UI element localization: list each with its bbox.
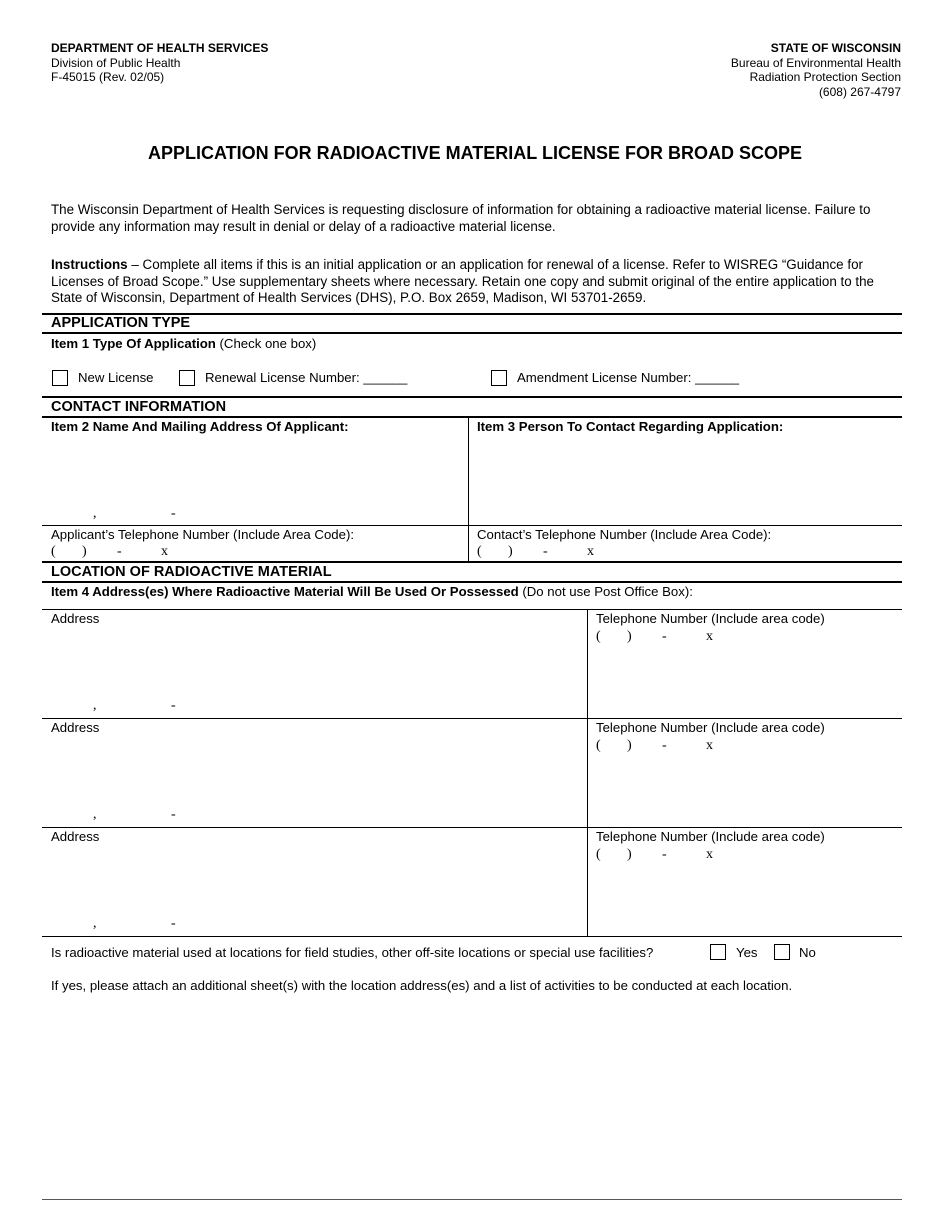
disclosure-text: The Wisconsin Department of Health Services is requesting disclosure of information for obtaining a radioactive material license. Failure to provide any information may result in denial or delay of a radioactive material license. bbox=[51, 202, 871, 234]
zip-dash: - bbox=[171, 807, 176, 822]
city-comma: , bbox=[93, 506, 97, 521]
paren-close: ) bbox=[627, 738, 632, 753]
divider bbox=[42, 561, 902, 563]
location-address-field-2[interactable] bbox=[42, 737, 586, 827]
divider bbox=[42, 581, 902, 583]
divider bbox=[42, 936, 902, 937]
zip-dash: - bbox=[171, 916, 176, 931]
applicant-phone-label: Applicant’s Telephone Number (Include Area Code): bbox=[51, 527, 355, 542]
address-label: Address bbox=[51, 611, 100, 626]
department-name: DEPARTMENT OF HEALTH SERVICES bbox=[51, 41, 269, 55]
phone-ext: x bbox=[706, 847, 713, 862]
new-license-checkbox[interactable] bbox=[52, 370, 68, 386]
amendment-text: Amendment License Number: bbox=[517, 370, 692, 385]
contact-person-field[interactable] bbox=[469, 436, 902, 525]
field-yes-label: Yes bbox=[736, 945, 758, 960]
zip-dash: - bbox=[171, 506, 176, 521]
item3-label: Item 3 Person To Contact Regarding Application: bbox=[477, 419, 784, 434]
divider bbox=[42, 525, 902, 526]
field-studies-question: Is radioactive material used at locations for field studies, other off-site locations or special use facilities? bbox=[51, 945, 654, 960]
field-no-checkbox[interactable] bbox=[774, 944, 790, 960]
item2-label: Item 2 Name And Mailing Address Of Applicant: bbox=[51, 419, 349, 434]
amendment-label bbox=[517, 370, 739, 385]
renewal-checkbox[interactable] bbox=[179, 370, 195, 386]
phone-dash: - bbox=[662, 629, 667, 644]
instructions-body: – Complete all items if this is an initial application or an application for renewal of a license. Refer to WISREG “Guidance for Licenses of Broad Scope.” Use supplementary sheets where necessary. Retain one copy and submit original of the entire application to the State of Wisconsin, Department of Health Services (DHS), P.O. Box 2659, Madison, WI 53701-2659. bbox=[51, 257, 875, 305]
new-license-label: New License bbox=[78, 370, 154, 385]
header-right bbox=[731, 41, 901, 99]
amendment-number-field[interactable]: ______ bbox=[695, 370, 740, 385]
city-comma: , bbox=[93, 916, 97, 931]
paren-open: ( bbox=[596, 847, 601, 862]
zip-dash: - bbox=[171, 698, 176, 713]
phone-ext: x bbox=[706, 738, 713, 753]
paren-open: ( bbox=[51, 544, 56, 559]
paren-close: ) bbox=[82, 544, 87, 559]
divider bbox=[42, 609, 902, 610]
city-comma: , bbox=[93, 807, 97, 822]
renewal-text: Renewal License Number: bbox=[205, 370, 360, 385]
division-name: Division of Public Health bbox=[51, 55, 181, 70]
item1-title: Item 1 Type Of Application bbox=[51, 336, 216, 351]
field-yes-checkbox[interactable] bbox=[710, 944, 726, 960]
bureau-name: Bureau of Environmental Health bbox=[730, 55, 901, 70]
paren-close: ) bbox=[627, 847, 632, 862]
location-address-field-1[interactable] bbox=[42, 628, 586, 718]
header-left bbox=[51, 41, 268, 85]
renewal-number-field[interactable]: ______ bbox=[363, 370, 408, 385]
divider bbox=[42, 332, 902, 334]
attach-note: If yes, please attach an additional sheet(s) with the location address(es) and a list of activities to be conducted at each location. bbox=[51, 978, 793, 993]
paren-open: ( bbox=[477, 544, 482, 559]
section-contact: CONTACT INFORMATION bbox=[51, 399, 227, 415]
telephone-label: Telephone Number (Include area code) bbox=[596, 720, 825, 735]
phone-dash: - bbox=[662, 738, 667, 753]
paren-close: ) bbox=[508, 544, 513, 559]
item4-label bbox=[51, 584, 693, 599]
contact-phone-label: Contact’s Telephone Number (Include Area Code): bbox=[477, 527, 772, 542]
city-comma: , bbox=[93, 698, 97, 713]
telephone-label: Telephone Number (Include area code) bbox=[596, 829, 825, 844]
item1-note: (Check one box) bbox=[215, 336, 317, 351]
form-title: APPLICATION FOR RADIOACTIVE MATERIAL LICENSE FOR BROAD SCOPE bbox=[147, 143, 803, 163]
paren-open: ( bbox=[596, 738, 601, 753]
instructions-text bbox=[51, 257, 903, 307]
divider bbox=[42, 396, 902, 398]
phone-dash: - bbox=[543, 544, 548, 559]
divider bbox=[42, 718, 902, 719]
paren-open: ( bbox=[596, 629, 601, 644]
form-number: F-45015 (Rev. 02/05) bbox=[51, 70, 165, 84]
phone-ext: x bbox=[587, 544, 594, 559]
section-application-type: APPLICATION TYPE bbox=[51, 315, 191, 331]
renewal-label bbox=[205, 370, 407, 385]
applicant-address-field[interactable] bbox=[42, 436, 468, 525]
address-label: Address bbox=[51, 720, 100, 735]
item4-title: Item 4 Address(es) Where Radioactive Material Will Be Used Or Possessed bbox=[51, 584, 519, 599]
address-label: Address bbox=[51, 829, 100, 844]
phone-dash: - bbox=[662, 847, 667, 862]
telephone-label: Telephone Number (Include area code) bbox=[596, 611, 825, 626]
phone-ext: x bbox=[161, 544, 168, 559]
item4-note: (Do not use Post Office Box): bbox=[518, 584, 693, 599]
instructions-label: Instructions bbox=[51, 257, 128, 272]
divider bbox=[42, 827, 902, 828]
section-name: Radiation Protection Section bbox=[749, 70, 901, 84]
item1-label bbox=[51, 336, 316, 351]
office-phone: (608) 267-4797 bbox=[818, 84, 901, 99]
divider bbox=[42, 416, 902, 418]
phone-dash: - bbox=[117, 544, 122, 559]
paren-close: ) bbox=[627, 629, 632, 644]
footer-divider bbox=[42, 1199, 902, 1200]
amendment-checkbox[interactable] bbox=[491, 370, 507, 386]
location-address-field-3[interactable] bbox=[42, 846, 586, 936]
column-divider bbox=[587, 609, 588, 936]
state-name: STATE OF WISCONSIN bbox=[770, 41, 901, 55]
phone-ext: x bbox=[706, 629, 713, 644]
field-no-label: No bbox=[799, 945, 816, 960]
section-location: LOCATION OF RADIOACTIVE MATERIAL bbox=[51, 564, 332, 580]
